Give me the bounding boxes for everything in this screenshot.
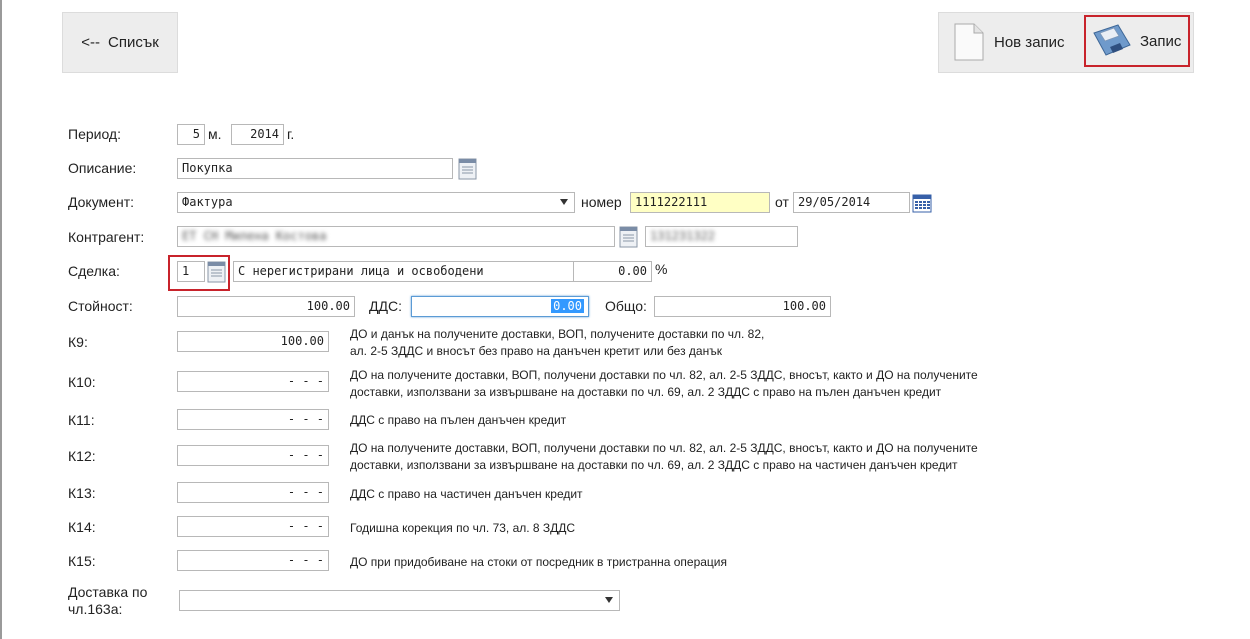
back-arrow-icon: <-- — [81, 34, 100, 51]
chevron-down-icon — [605, 597, 613, 603]
left-border — [0, 0, 2, 639]
k14-input[interactable]: - - - — [177, 516, 329, 537]
counterparty-name-input[interactable] — [177, 226, 615, 247]
deal-percent-input[interactable]: 0.00 — [573, 261, 652, 282]
k14-description: Годишна корекция по чл. 73, ал. 8 ЗДДС — [350, 521, 576, 535]
year-suffix: г. — [287, 126, 295, 142]
description-label: Описание: — [68, 160, 137, 176]
floppy-disk-icon — [1092, 23, 1132, 59]
counterparty-label: Контрагент: — [68, 229, 145, 245]
k14-label: К14: — [68, 519, 96, 535]
k9-description: ДО и данък на получените доставки, ВОП, получените доставки по чл. 82, ал. 2-5 ЗДДС и вносът без право на данъчен кретит или без данък — [350, 327, 765, 358]
k15-input[interactable]: - - - — [177, 550, 329, 571]
total-label: Общо: — [605, 298, 647, 314]
k9-input[interactable]: 100.00 — [177, 331, 329, 352]
description-input[interactable]: Покупка — [177, 158, 453, 179]
deal-code-input[interactable]: 1 — [177, 261, 205, 282]
document-date-input[interactable]: 29/05/2014 — [793, 192, 910, 213]
new-record-label: Нов запис — [994, 33, 1065, 51]
vat-label: ДДС: — [369, 298, 402, 314]
vat-input[interactable] — [411, 296, 589, 317]
k11-description: ДДС с право на пълен данъчен кредит — [350, 413, 567, 427]
k10-description: ДО на получените доставки, ВОП, получени доставки по чл. 82, ал. 2-5 ЗДДС, вносът, както и ДО на получените доставки, използвани за извършване на доставки по чл. 69, ал. 2 ЗДДС с право на пълен данъчен кредит — [350, 368, 978, 399]
period-month-input[interactable]: 5 — [177, 124, 205, 145]
deal-name-input[interactable]: С нерегистрирани лица и освободени — [233, 261, 574, 282]
k9-label: К9: — [68, 334, 88, 350]
document-type-select[interactable] — [177, 192, 575, 213]
month-suffix: м. — [208, 126, 222, 142]
delivery-163a-select[interactable] — [179, 590, 620, 611]
k11-label: К11: — [68, 412, 95, 428]
period-year-input[interactable]: 2014 — [231, 124, 284, 145]
deal-label: Сделка: — [68, 263, 120, 279]
k15-label: К15: — [68, 553, 96, 569]
k13-description: ДДС с право на частичен данъчен кредит — [350, 487, 583, 501]
period-label: Период: — [68, 126, 121, 142]
vat-value: 0.00 — [553, 299, 582, 313]
percent-sign: % — [655, 261, 668, 277]
k13-label: К13: — [68, 485, 96, 501]
k13-input[interactable]: - - - — [177, 482, 329, 503]
chevron-down-icon — [560, 199, 568, 205]
calendar-icon[interactable] — [912, 193, 932, 213]
document-number-input[interactable]: 1111222111 — [630, 192, 770, 213]
k10-input[interactable]: - - - — [177, 371, 329, 392]
k10-label: К10: — [68, 374, 96, 390]
value-label: Стойност: — [68, 298, 133, 314]
notepad-icon[interactable] — [617, 224, 643, 250]
k12-description: ДО на получените доставки, ВОП, получени доставки по чл. 82, ал. 2-5 ЗДДС, вносът, както и ДО на получените доставки, използвани за извършване на доставки по чл. 69, ал. 2 ЗДДС с право на частичен данъчен кредит — [350, 441, 978, 472]
total-input[interactable]: 100.00 — [654, 296, 831, 317]
notepad-icon[interactable] — [456, 156, 482, 182]
notepad-icon[interactable] — [205, 259, 231, 285]
k12-input[interactable]: - - - — [177, 445, 329, 466]
counterparty-id-value: 131231322 — [650, 229, 716, 243]
number-label: номер — [581, 194, 622, 210]
counterparty-id-input[interactable] — [645, 226, 798, 247]
k11-input[interactable]: - - - — [177, 409, 329, 430]
new-record-button[interactable] — [952, 18, 1076, 66]
counterparty-name-value: ЕТ СН Милена Костова — [182, 229, 327, 243]
delivery-label: Доставка по чл.163а: — [68, 584, 148, 617]
new-document-icon — [952, 22, 986, 62]
document-label: Документ: — [68, 194, 134, 210]
amount-input[interactable]: 100.00 — [177, 296, 355, 317]
k15-description: ДО при придобиване на стоки от посредник в тристранна операция — [350, 555, 728, 569]
k12-label: К12: — [68, 448, 96, 464]
back-to-list-button[interactable] — [62, 12, 178, 73]
back-label: Списък — [107, 34, 159, 51]
date-from-label: от — [775, 194, 789, 210]
save-button[interactable] — [1084, 15, 1190, 67]
save-label: Запис — [1140, 32, 1182, 50]
document-type-value: Фактура — [182, 195, 233, 209]
